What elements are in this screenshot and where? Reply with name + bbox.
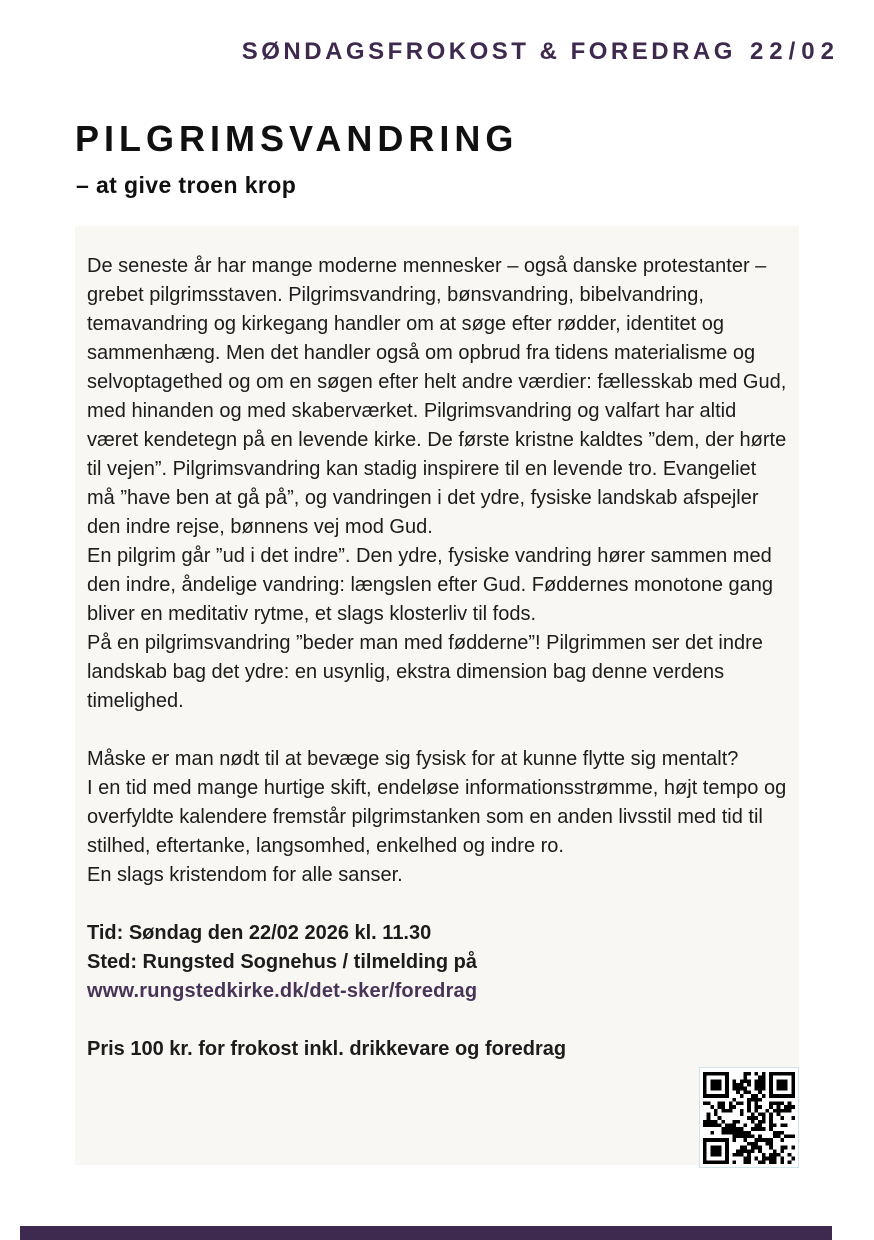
- body-paragraph: De seneste år har mange moderne mennesker – også danske protestanter – grebet pilgrimsstaven. Pilgrimsvandring, bønsvandring, bibelvandring, temavandring og kirkegang handler om at søge efter rødder, identitet og sammenhæng. Men det handler også om opbrud fra tidens materialisme og selvoptagethed og om en søgen efter helt andre værdier: fællesskab med Gud, med hinanden og med skaberværket. Pilgrimsvandring og valfart har altid været kendetegn på en levende kirke. De første kristne kaldtes ”dem, der hørte til vejen”. Pilgrimsvandring kan stadig inspirere til en levende tro. Evangeliet må ”have ben at gå på”, og vandringen i det ydre, fysiske landskab afspejler den indre rejse, bønnens vej mod Gud.: [87, 255, 787, 538]
- body-paragraph: På en pilgrimsvandring ”beder man med fødderne”! Pilgrimmen ser det indre landskab bag det ydre: en usynlig, ekstra dimension bag denne verdens timelighed.: [87, 632, 763, 712]
- body-paragraph: I en tid med mange hurtige skift, endeløse informationsstrømme, højt tempo og overfyldte kalendere fremstår pilgrimstanken som en anden livsstil med tid til stilhed, eftertanke, langsomhed, enkelhed og indre ro.: [87, 777, 787, 857]
- body-paragraph: En pilgrim går ”ud i det indre”. Den ydre, fysiske vandring hører sammen med den indre, åndelige vandring: længslen efter Gud. Føddernes monotone gang bliver en meditativ rytme, et slags klosterliv til fods.: [87, 545, 774, 625]
- body-paragraph: En slags kristendom for alle sanser.: [87, 864, 403, 886]
- event-place: Sted: Rungsted Sognehus / tilmelding på: [87, 951, 478, 973]
- event-date-label: 22/02: [749, 38, 840, 65]
- event-price: Pris 100 kr. for frokost inkl. drikkevare og foredrag: [87, 1038, 567, 1060]
- footer-bar: [20, 1226, 832, 1240]
- body-panel: [75, 226, 799, 1165]
- page-subtitle: – at give troen krop: [76, 172, 297, 198]
- header: [242, 38, 840, 66]
- body-paragraph: Måske er man nødt til at bevæge sig fysisk for at kunne flytte sig mentalt?: [87, 748, 739, 770]
- signup-link[interactable]: www.rungstedkirke.dk/det-sker/foredrag: [87, 980, 478, 1002]
- event-time: Tid: Søndag den 22/02 2026 kl. 11.30: [87, 922, 432, 944]
- event-series-label: SØNDAGSFROKOST & FOREDRAG: [241, 38, 736, 65]
- page-title: PILGRIMSVANDRING: [75, 118, 519, 159]
- qr-code: [699, 1067, 799, 1168]
